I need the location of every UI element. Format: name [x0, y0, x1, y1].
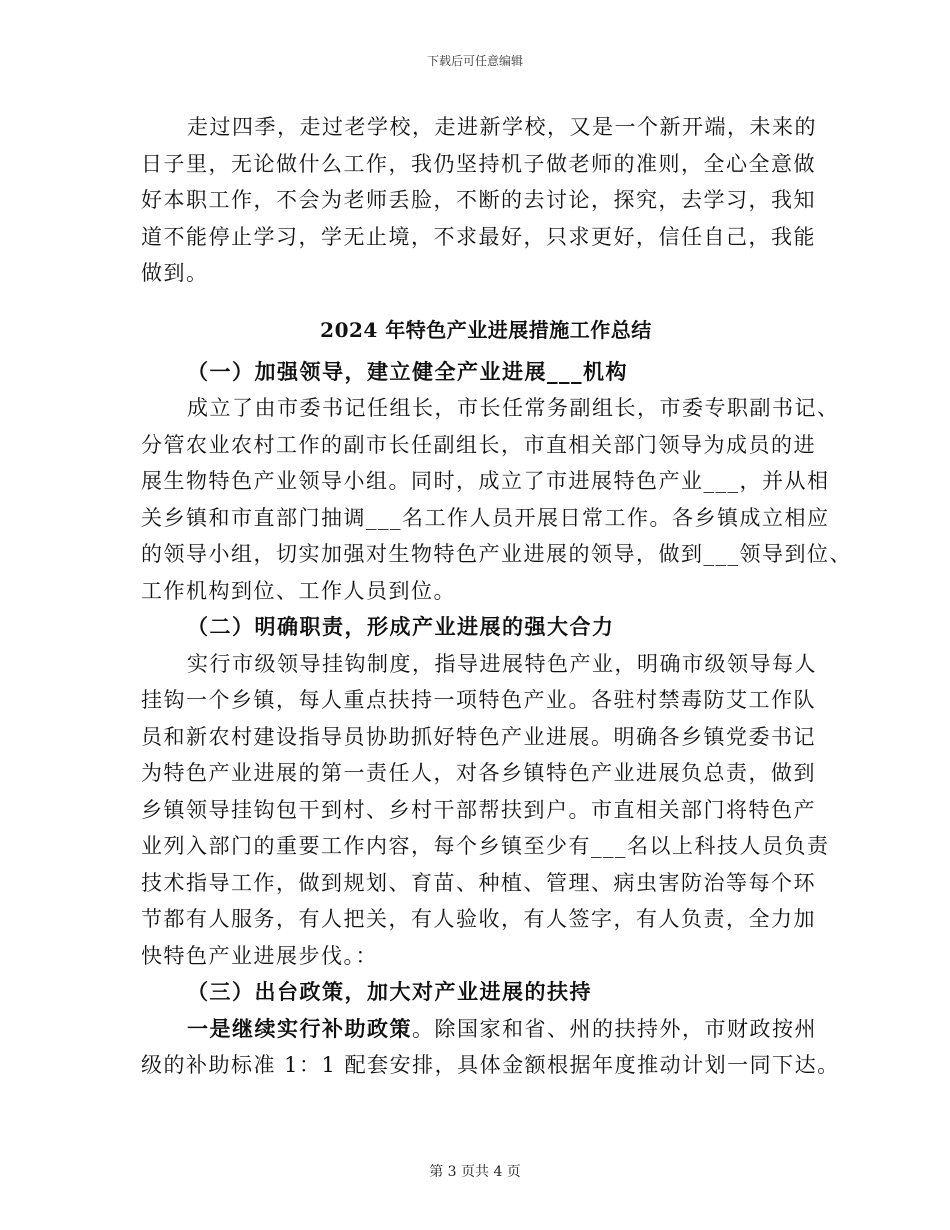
paragraph-line: 挂钩一个乡镇，每人重点扶持一项特色产业。各驻村禁毒防艾工作队	[141, 688, 816, 712]
paragraph-line: 日子里，无论做什么工作，我仍坚持机子做老师的准则，全心全意做	[141, 151, 816, 176]
lead-bold-text: 一是继续实行补助政策	[187, 1015, 412, 1041]
document-title: 2024 年特色产业进展措施工作总结	[320, 317, 652, 342]
section-heading-1: （一）加强领导，建立健全产业进展___机构	[187, 358, 628, 384]
paragraph-line: 成立了由市委书记任组长，市长任常务副组长，市委专职副书记、	[187, 396, 840, 420]
paragraph-line: 为特色产业进展的第一责任人，对各乡镇特色产业进展负总责，做到	[141, 761, 816, 785]
section-2-paragraph	[141, 646, 831, 975]
paragraph-line: 分管农业农村工作的副市长任副组长，市直相关部门领导为成员的进	[141, 432, 816, 457]
paragraph-line: 实行市级领导挂钩制度，指导进展特色产业，明确市级领导每人	[187, 651, 817, 676]
section-3-paragraph	[141, 1011, 840, 1084]
paragraph-line: 技术指导工作，做到规划、育苗、种植、管理、病虫害防治等每个环	[141, 870, 816, 895]
paragraph-line: 的领导小组，切实加强对生物特色产业进展的领导，做到___领导到位、	[141, 542, 852, 566]
paragraph-line: 展生物特色产业领导小组。同时，成立了市进展特色产业___，并从相	[141, 469, 830, 493]
lead-rest-text: 。除国家和省、州的扶持外，市财政按州	[412, 1016, 817, 1041]
section-heading-2: （二）明确职责，形成产业进展的强大合力	[187, 614, 615, 639]
paragraph-line: 员和新农村建设指导员协助抓好特色产业进展。明确各乡镇党委书记	[141, 724, 816, 749]
paragraph-line: 关乡镇和市直部门抽调___名工作人员开展日常工作。各乡镇成立相应	[141, 505, 830, 530]
paragraph-line: 业列入部门的重要工作内容，每个乡镇至少有___名以上科技人员负责	[141, 834, 830, 858]
section-heading-3: （三）出台政策，加大对产业进展的扶持	[187, 979, 592, 1004]
paragraph-line: 好本职工作，不会为老师丢脸，不断的去讨论，探究，去学习，我知	[141, 188, 816, 212]
paragraph-line: 级的补助标准 1：1 配套安排，具体金额根据年度推动计划一同下达。	[141, 1053, 840, 1077]
paragraph-line	[141, 1011, 831, 1048]
paragraph-line: 节都有人服务，有人把关，有人验收，有人签字，有人负责，全力加	[141, 907, 816, 931]
paragraph-line: 快特色产业进展步伐。：	[141, 943, 378, 968]
paragraph-line: 道不能停止学习，学无止境，不求最好，只求更好，信任自己，我能	[141, 224, 816, 249]
paragraph-line: 做到。	[141, 261, 209, 285]
page-footer-number: 第 3 页共 4 页	[429, 1164, 521, 1180]
paragraph-line: 走过四季，走过老学校，走进新学校，又是一个新开端，未来的	[187, 115, 817, 139]
paragraph-line: 乡镇领导挂钩包干到村、乡村干部帮扶到户。市直相关部门将特色产	[141, 797, 816, 822]
paragraph-line: 工作机构到位、工作人员到位。	[141, 578, 456, 603]
document-body	[141, 109, 852, 1084]
page-header-note: 下载后可任意编辑	[426, 54, 523, 68]
intro-paragraph	[141, 109, 831, 292]
section-1-paragraph	[141, 390, 852, 609]
